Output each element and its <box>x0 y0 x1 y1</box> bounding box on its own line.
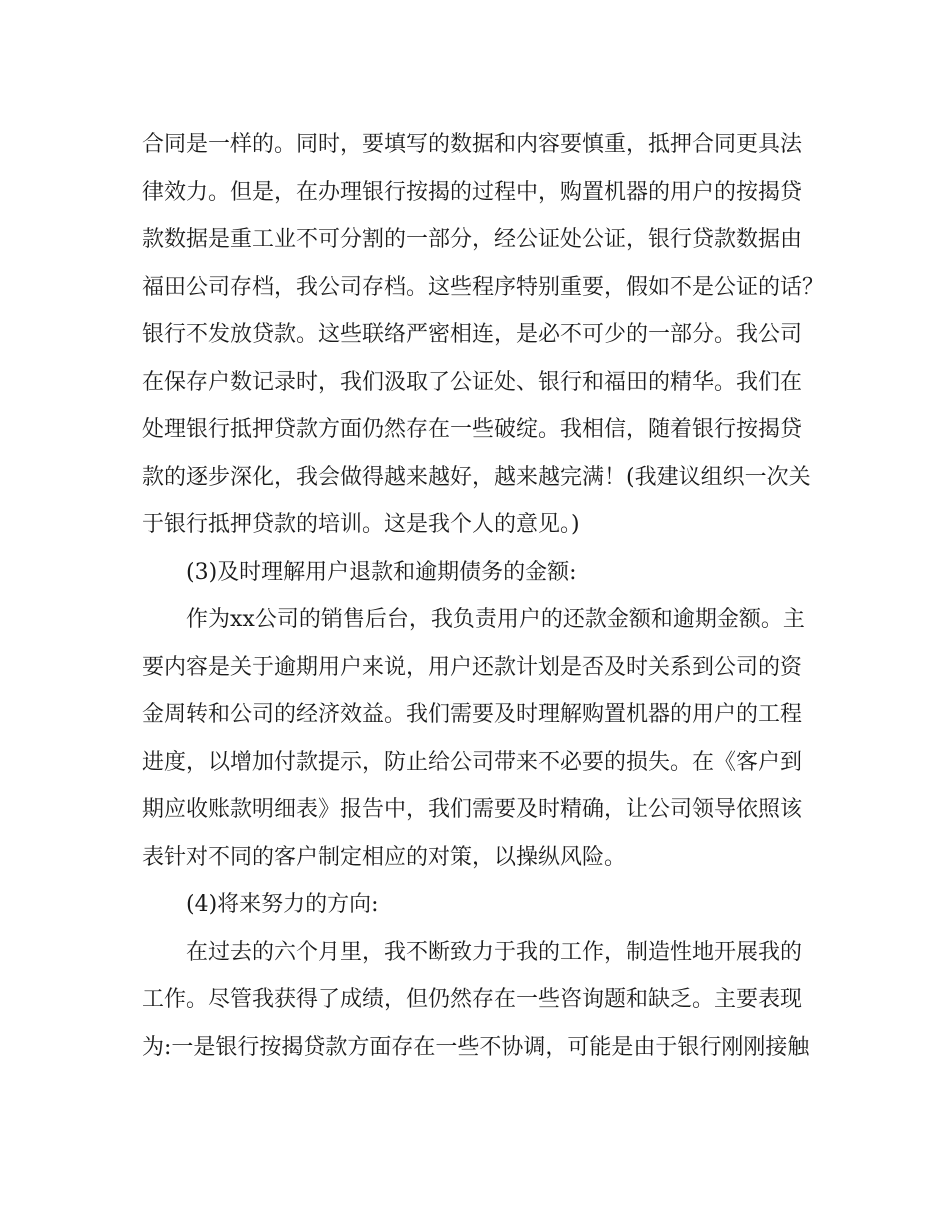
text-line: 律效力。但是，在办理银行按揭的过程中，购置机器的用户的按揭贷 <box>142 179 803 205</box>
paragraph-first-line: 在过去的六个月里，我不断致力于我的工作，制造性地开展我的 <box>186 939 803 965</box>
text-line: 于银行抵押贷款的培训。这是我个人的意见。) <box>142 512 580 537</box>
paragraph-first-line: 作为xx公司的销售后台，我负责用户的还款金额和逾期金额。主 <box>186 607 805 632</box>
text-line: 款的逐步深化，我会做得越来越好，越来越完满！(我建议组织一次关 <box>142 464 811 490</box>
section-heading: (4)将来努力的方向: <box>186 892 379 917</box>
text-line: 进度，以增加付款提示，防止给公司带来不必要的损失。在《客户到 <box>142 749 803 775</box>
text-line: 银行不发放贷款。这些联络严密相连，是必不可少的一部分。我公司 <box>142 322 803 347</box>
text-line: 处理银行抵押贷款方面仍然存在一些破绽。我相信，随着银行按揭贷 <box>142 417 803 442</box>
text-line: 在保存户数记录时，我们汲取了公证处、银行和福田的精华。我们在 <box>142 369 803 395</box>
section-heading: (3)及时理解用户退款和逾期债务的金额: <box>186 559 577 585</box>
text-line: 为:一是银行按揭贷款方面存在一些不协调，可能是由于银行刚刚接触 <box>142 1034 810 1060</box>
text-line: 期应收账款明细表》报告中，我们需要及时精确，让公司领导依照该 <box>142 797 803 822</box>
text-line: 合同是一样的。同时，要填写的数据和内容要慎重，抵押合同更具法 <box>142 132 803 157</box>
text-line: 福田公司存档，我公司存档。这些程序特别重要，假如不是公证的话？ <box>142 274 825 300</box>
text-line: 工作。尽管我获得了成绩，但仍然存在一些咨询题和缺乏。主要表现 <box>142 987 803 1012</box>
text-line: 金周转和公司的经济效益。我们需要及时理解购置机器的用户的工程 <box>142 702 803 727</box>
document-body <box>142 121 826 1071</box>
text-line: 表针对不同的客户制定相应的对策，以操纵风险。 <box>142 844 627 870</box>
text-line: 款数据是重工业不可分割的一部分，经公证处公证，银行贷款数据由 <box>142 227 803 252</box>
text-line: 要内容是关于逾期用户来说，用户还款计划是否及时关系到公司的资 <box>142 654 803 680</box>
